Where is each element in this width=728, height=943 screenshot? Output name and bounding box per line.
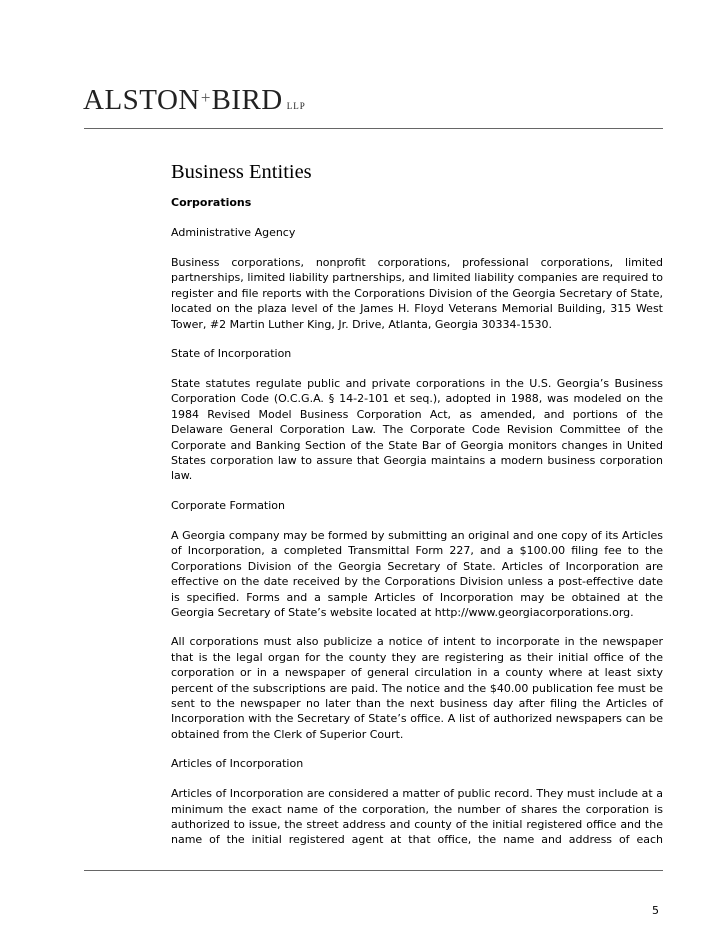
subsection-title: Corporations bbox=[171, 196, 252, 209]
firm-logo bbox=[83, 84, 306, 117]
section-title: Business Entities bbox=[171, 161, 312, 183]
heading-articles-of-incorporation: Articles of Incorporation bbox=[171, 757, 304, 771]
footer-divider bbox=[84, 870, 663, 871]
page-number: 5 bbox=[652, 904, 659, 917]
logo-plus: + bbox=[200, 88, 211, 107]
header-divider bbox=[84, 128, 663, 129]
paragraph-state-of-incorporation: State statutes regulate public and private corporations in the U.S. Georgia’s Business Corporation Code (O.C.G.A. § 14-2-101 et seq.), adopted in 1988, was modeled on the 1984 Revised Model Business Corporation Act, as amended, and portions of the Delaware General Corporation Law. The Corporate Code Revision Committee of the Corporate and Banking Section of the State Bar of Georgia monitors changes in United States corporation law to assure that Georgia maintains a modern business corporation law. bbox=[171, 377, 663, 483]
logo-llp: LLP bbox=[286, 101, 306, 111]
heading-state-of-incorporation: State of Incorporation bbox=[171, 347, 292, 361]
paragraph-articles-of-incorporation: Articles of Incorporation are considered a matter of public record. They must include at a minimum the exact name of the corporation, the number of shares the corporation is authorized to issue, the street address and county of the initial registered office and the name of the initial registered agent at that office, the name and address of each bbox=[171, 787, 663, 847]
heading-corporate-formation: Corporate Formation bbox=[171, 498, 286, 512]
paragraph-corporate-formation-2: All corporations must also publicize a notice of intent to incorporate in the newspaper that is the legal organ for the county they are registering as their initial office of the corporation or in a newspaper of general circulation in a county where at least sixty percent of the subscriptions are paid. The notice and the $40.00 publication fee must be sent to the newspaper no later than the next business day after filing the Articles of Incorporation with the Secretary of State’s office. A list of authorized newspapers can be obtained from the Clerk of Superior Court. bbox=[171, 635, 663, 741]
page-content bbox=[171, 160, 663, 848]
paragraph-corporate-formation-1: A Georgia company may be formed by submitting an original and one copy of its Articles of Incorporation, a completed Transmittal Form 227, and a $100.00 filing fee to the Corporations Division of the Georgia Secretary of State. Articles of Incorporation are effective on the date received by the Corporations Division unless a post-effective date is specified. Forms and a sample Articles of Incorporation may be obtained at the Georgia Secretary of State’s website located at http://www.georgiacorporations.org. bbox=[171, 528, 663, 619]
logo-name-alston: ALSTON bbox=[83, 84, 200, 116]
heading-administrative-agency: Administrative Agency bbox=[171, 226, 296, 239]
logo-name-bird: BIRD bbox=[211, 84, 283, 116]
paragraph-administrative-agency: Business corporations, nonprofit corporations, professional corporations, limited partnerships, limited liability partnerships, and limited liability companies are required to register and file reports with the Corporations Division of the Georgia Secretary of State, located on the plaza level of the James H. Floyd Veterans Memorial Building, 315 West Tower, #2 Martin Luther King, Jr. Drive, Atlanta, Georgia 30334-1530. bbox=[171, 256, 663, 331]
